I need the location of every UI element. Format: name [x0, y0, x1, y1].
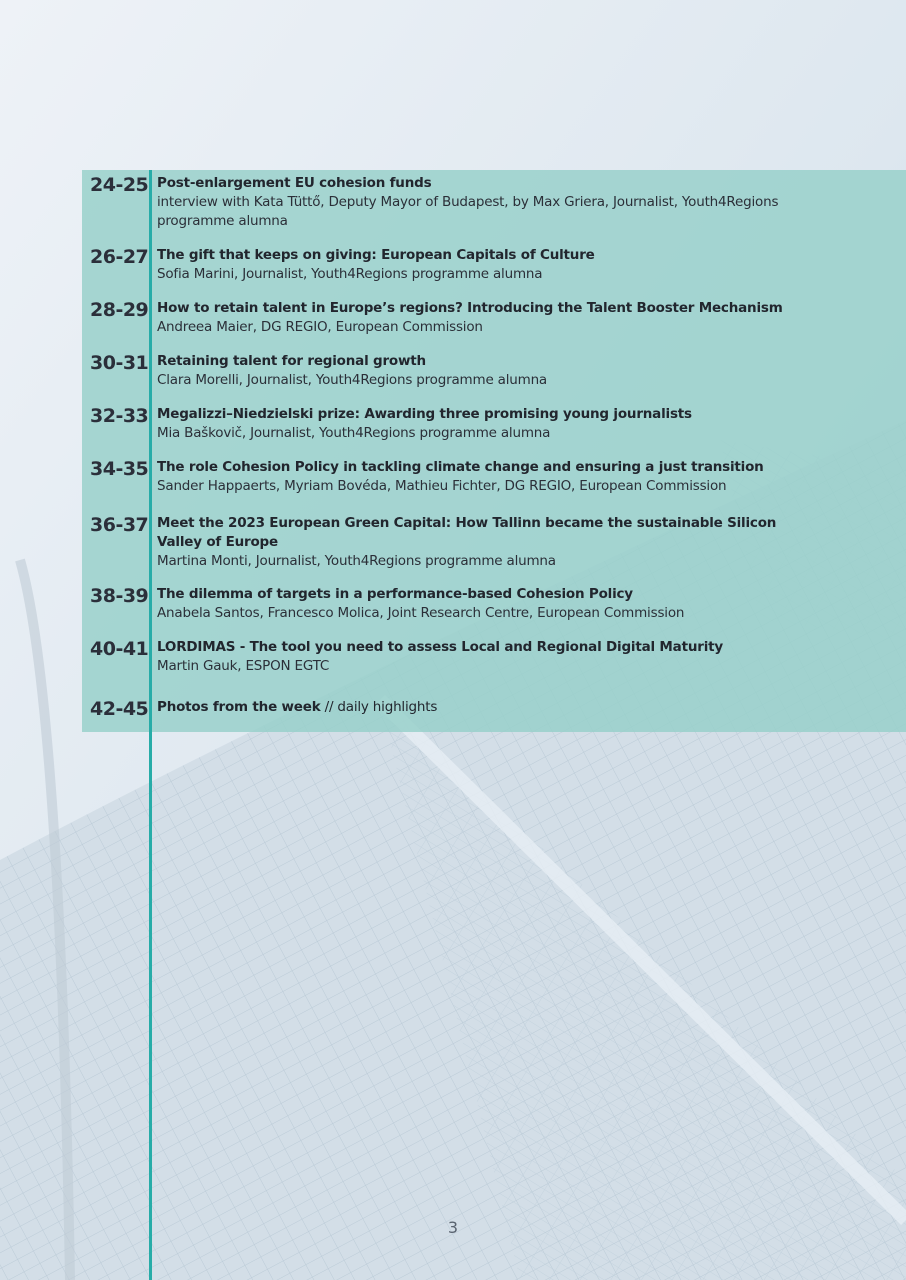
table-of-contents — [82, 170, 906, 732]
toc-title-suffix: // daily highlights — [320, 699, 438, 715]
toc-title: How to retain talent in Europe’s regions? Introducing the Talent Booster Mechanism — [157, 300, 783, 316]
toc-author: interview with Kata Tüttő, Deputy Mayor of Budapest, by Max Griera, Journalist, Youth4Regions programme alumna — [157, 194, 779, 229]
toc-pages: 30-31 — [90, 352, 149, 374]
toc-title: The gift that keeps on giving: European Capitals of Culture — [157, 247, 595, 263]
toc-title: Megalizzi–Niedzielski prize: Awarding three promising young journalists — [157, 406, 692, 422]
toc-pages: 38-39 — [90, 585, 149, 607]
toc-title: Retaining talent for regional growth — [157, 353, 426, 369]
toc-pages: 40-41 — [90, 638, 149, 660]
toc-title: LORDIMAS - The tool you need to assess Local and Regional Digital Maturity — [157, 639, 723, 655]
toc-title: The dilemma of targets in a performance-based Cohesion Policy — [157, 586, 633, 602]
toc-pages: 42-45 — [90, 698, 149, 720]
toc-title: The role Cohesion Policy in tackling climate change and ensuring a just transition — [157, 459, 764, 475]
toc-author: Anabela Santos, Francesco Molica, Joint Research Centre, European Commission — [157, 605, 685, 621]
page-number: 3 — [447, 1218, 459, 1237]
toc-pages: 36-37 — [90, 514, 149, 536]
toc-author: Clara Morelli, Journalist, Youth4Regions programme alumna — [157, 372, 547, 388]
toc-author: Mia Baškovič, Journalist, Youth4Regions programme alumna — [157, 425, 551, 441]
toc-pages: 24-25 — [90, 174, 149, 196]
toc-title-text: Photos from the week — [157, 699, 321, 715]
toc-title: Post-enlargement EU cohesion funds — [157, 175, 432, 191]
toc-author: Martina Monti, Journalist, Youth4Regions programme alumna — [157, 553, 556, 569]
toc-author: Martin Gauk, ESPON EGTC — [157, 658, 330, 674]
toc-pages: 34-35 — [90, 458, 149, 480]
toc-pages: 26-27 — [90, 246, 149, 268]
toc-author: Andreea Maier, DG REGIO, European Commission — [157, 319, 483, 335]
toc-pages: 32-33 — [90, 405, 149, 427]
toc-title: Meet the 2023 European Green Capital: How Tallinn became the sustainable Silicon Valley of Europe — [157, 515, 777, 550]
toc-author: Sander Happaerts, Myriam Bovéda, Mathieu Fichter, DG REGIO, European Commission — [157, 478, 727, 494]
toc-pages: 28-29 — [90, 299, 149, 321]
toc-author: Sofia Marini, Journalist, Youth4Regions programme alumna — [157, 266, 543, 282]
toc-title — [157, 698, 797, 717]
